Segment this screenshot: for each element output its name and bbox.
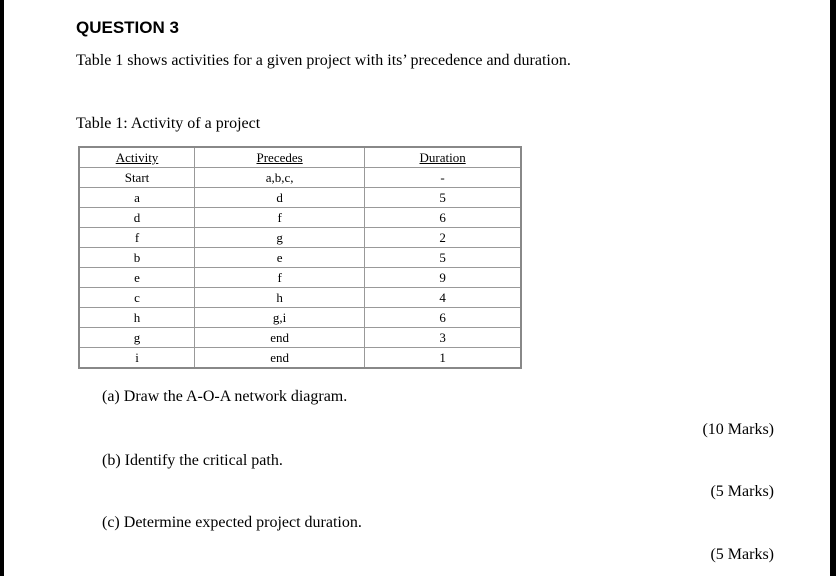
cell-activity: a (79, 188, 195, 208)
cell-duration: 2 (365, 228, 521, 248)
table-row (79, 248, 521, 268)
table-row (79, 328, 521, 348)
part-b-text: (b) Identify the critical path. (102, 452, 283, 469)
part-a-text: (a) Draw the A-O-A network diagram. (102, 388, 348, 405)
header-precedes: Precedes (195, 147, 365, 168)
cell-duration: 6 (365, 308, 521, 328)
part-a-marks: (10 Marks) (702, 421, 774, 438)
cell-precedes: a,b,c, (195, 168, 365, 188)
cell-precedes: h (195, 288, 365, 308)
cell-activity: c (79, 288, 195, 308)
part-b-marks: (5 Marks) (710, 483, 774, 500)
cell-activity: f (79, 228, 195, 248)
cell-precedes: f (195, 208, 365, 228)
table-row (79, 188, 521, 208)
table-header-row (79, 147, 521, 168)
cell-activity: e (79, 268, 195, 288)
cell-duration: 3 (365, 328, 521, 348)
activity-table (78, 146, 522, 369)
table-row (79, 168, 521, 188)
cell-duration: 1 (365, 348, 521, 369)
cell-activity: d (79, 208, 195, 228)
cell-activity: b (79, 248, 195, 268)
intro-text: Table 1 shows activities for a given project with its’ precedence and duration. (76, 52, 571, 69)
document-page (4, 0, 830, 576)
cell-precedes: d (195, 188, 365, 208)
cell-activity: i (79, 348, 195, 369)
table-row (79, 268, 521, 288)
table-row (79, 348, 521, 369)
table-row (79, 228, 521, 248)
part-c-text: (c) Determine expected project duration. (102, 514, 362, 531)
header-activity: Activity (79, 147, 195, 168)
cell-activity: Start (79, 168, 195, 188)
table-row (79, 288, 521, 308)
cell-duration: 6 (365, 208, 521, 228)
cell-duration: 5 (365, 248, 521, 268)
cell-duration: 9 (365, 268, 521, 288)
cell-precedes: g,i (195, 308, 365, 328)
cell-duration: 4 (365, 288, 521, 308)
cell-precedes: end (195, 328, 365, 348)
cell-precedes: e (195, 248, 365, 268)
cell-precedes: f (195, 268, 365, 288)
cell-duration: 5 (365, 188, 521, 208)
table-row (79, 308, 521, 328)
header-duration: Duration (365, 147, 521, 168)
question-title: QUESTION 3 (76, 18, 179, 37)
cell-precedes: g (195, 228, 365, 248)
table-caption: Table 1: Activity of a project (76, 115, 261, 132)
table-row (79, 208, 521, 228)
cell-precedes: end (195, 348, 365, 369)
cell-activity: g (79, 328, 195, 348)
cell-activity: h (79, 308, 195, 328)
part-c-marks: (5 Marks) (710, 546, 774, 563)
cell-duration: - (365, 168, 521, 188)
